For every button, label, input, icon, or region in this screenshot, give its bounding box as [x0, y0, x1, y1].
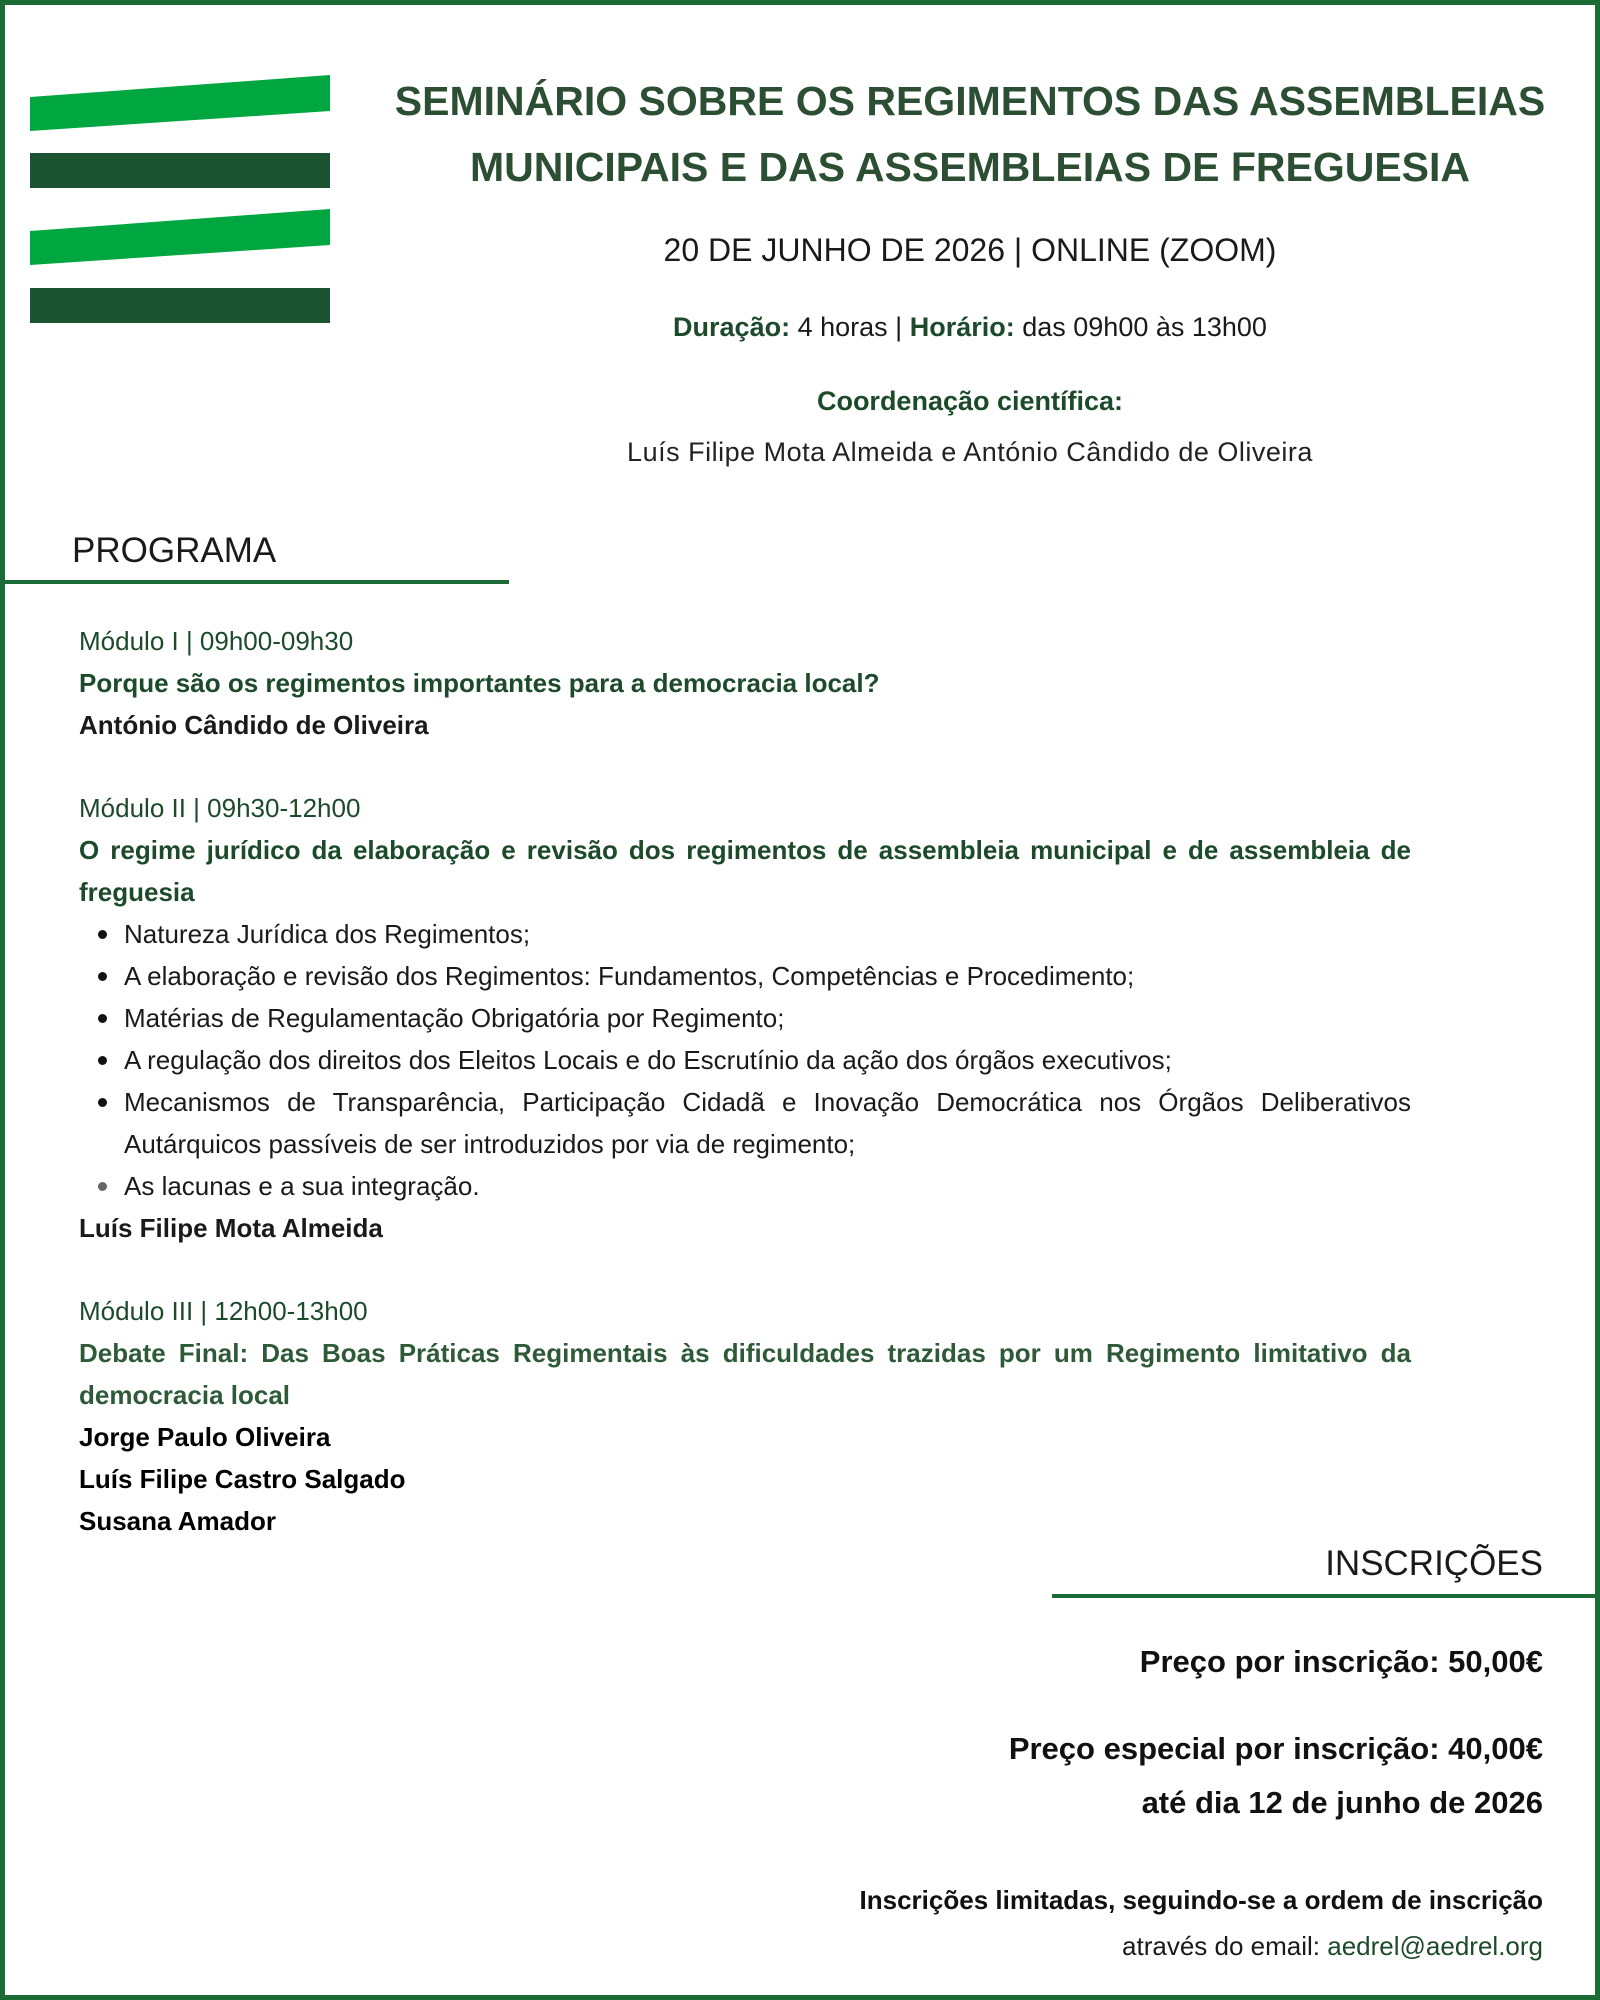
price: Preço por inscrição: 50,00€ — [1139, 1644, 1543, 1679]
program-heading: PROGRAMA — [72, 531, 277, 570]
duration-value: 4 horas — [797, 312, 888, 342]
duration-label: Duração: — [673, 312, 791, 342]
list-item: As lacunas e a sua integração. — [124, 1165, 1411, 1207]
page-title — [390, 68, 1550, 200]
special-price-deadline: até dia 12 de junho de 2026 — [1141, 1785, 1543, 1820]
module-3-title: Debate Final: Das Boas Práticas Regimentais às dificuldades trazidas por um Regimento limitativo da democracia local — [79, 1338, 1411, 1410]
registration-heading: INSCRIÇÕES — [1325, 1544, 1543, 1583]
module-3-label: Módulo III | 12h00-13h00 — [79, 1296, 368, 1326]
schedule-label: Horário: — [909, 312, 1015, 342]
limited-notice: Inscrições limitadas, seguindo-se a ordem de inscrição — [859, 1885, 1543, 1915]
module-2-title: O regime jurídico da elaboração e revisão dos regimentos de assembleia municipal e de assembleia de freguesia — [79, 835, 1411, 907]
module-1-speaker: António Cândido de Oliveira — [79, 710, 429, 740]
module-3-speaker-3: Susana Amador — [79, 1506, 276, 1536]
logo-stripes-icon — [30, 75, 332, 327]
program-rule — [5, 580, 509, 584]
program-body — [79, 620, 1411, 1542]
special-price: Preço especial por inscrição: 40,00€ — [1008, 1731, 1543, 1766]
module-3-speaker-2: Luís Filipe Castro Salgado — [79, 1464, 406, 1494]
list-item: A regulação dos direitos dos Eleitos Locais e do Escrutínio da ação dos órgãos executivos; — [124, 1039, 1411, 1081]
module-2-label: Módulo II | 09h30-12h00 — [79, 793, 361, 823]
schedule-value: das 09h00 às 13h00 — [1022, 312, 1267, 342]
list-item: Natureza Jurídica dos Regimentos; — [124, 913, 1411, 955]
coordination-label: Coordenação científica: — [816, 386, 1124, 416]
email-line — [1122, 1926, 1543, 1966]
email-link[interactable]: aedrel@aedrel.org — [1327, 1931, 1543, 1961]
title-line-2: MUNICIPAIS E DAS ASSEMBLEIAS DE FREGUESIA — [469, 144, 1471, 190]
list-item: A elaboração e revisão dos Regimentos: Fundamentos, Competências e Procedimento; — [124, 955, 1411, 997]
coordination-names: Luís Filipe Mota Almeida e António Cândido de Oliveira — [627, 437, 1313, 467]
module-2-speaker: Luís Filipe Mota Almeida — [79, 1213, 383, 1243]
registration-rule — [1052, 1594, 1595, 1598]
event-date: 20 DE JUNHO DE 2026 | ONLINE (ZOOM) — [663, 232, 1277, 268]
list-item: Mecanismos de Transparência, Participação Cidadã e Inovação Democrática nos Órgãos Deliberativos Autárquicos passíveis de ser introduzidos por via de regimento; — [124, 1081, 1411, 1165]
module-1-title: Porque são os regimentos importantes para a democracia local? — [79, 668, 880, 698]
list-item: Matérias de Regulamentação Obrigatória por Regimento; — [124, 997, 1411, 1039]
title-line-1: SEMINÁRIO SOBRE OS REGIMENTOS DAS ASSEMBLEIAS — [394, 78, 1546, 124]
module-1-label: Módulo I | 09h00-09h30 — [79, 626, 354, 656]
module-2-topics — [79, 913, 1411, 1207]
email-prefix: através do email: — [1122, 1931, 1321, 1961]
duration-line — [390, 307, 1550, 347]
module-3-speaker-1: Jorge Paulo Oliveira — [79, 1422, 331, 1452]
duration-separator: | — [895, 312, 903, 342]
